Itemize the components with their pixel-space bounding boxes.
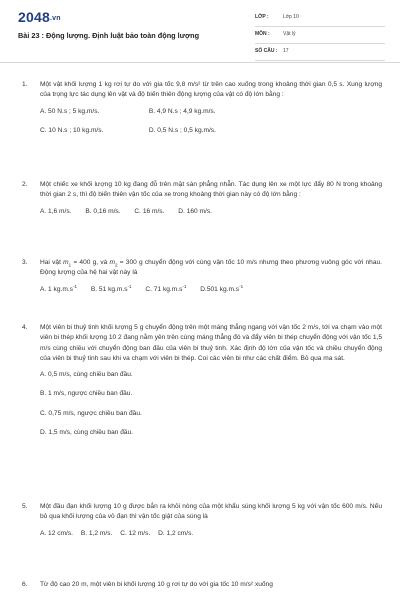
option-b[interactable]: B. 1 m/s, ngược chiều ban đầu. — [40, 390, 133, 398]
question-text: Hai vật $m_1 = 400$ g, và $m_2 = 300$ g chuyển động với cùng vận tốc 10 m/s nhưng theo phương vuông góc với nhau. Động lượng của hệ hai vật này là — [40, 259, 382, 277]
option-d[interactable]: D. 1,5 m/s, cùng chiều ban đầu. — [40, 429, 134, 437]
answer-options — [40, 285, 382, 295]
question-4 — [22, 323, 382, 447]
count-label: SỐ CÂU : — [255, 48, 278, 54]
subject-value: Vật lý — [283, 31, 296, 37]
option-d[interactable]: D.501 $kg.m.s^{-1}$ — [200, 283, 244, 293]
question-number: 1. — [22, 81, 28, 88]
site-logo[interactable]: 2048.vn — [18, 9, 61, 25]
question-6 — [22, 580, 382, 590]
option-c[interactable]: C. 0,75 m/s, ngược chiều ban đầu. — [40, 409, 142, 417]
subject-label: MÔN : — [255, 31, 270, 37]
question-number: 4. — [22, 324, 28, 331]
count-value: 17 — [283, 48, 289, 54]
answer-options — [40, 529, 382, 539]
option-d[interactable]: D. 160 m/s. — [178, 207, 212, 215]
question-number: 2. — [22, 181, 28, 188]
option-a[interactable]: A. 1 $kg.m.s^{-1}$ — [40, 283, 77, 293]
question-number: 5. — [22, 503, 28, 510]
option-c[interactable]: C. 12 m/s. — [120, 529, 151, 537]
meta-class — [255, 12, 385, 27]
class-label: LỚP : — [255, 14, 269, 20]
question-text: Từ độ cao 20 m, một viên bi khối lượng 10 g rơi tự do với gia tốc 10 m/s² xuống — [40, 581, 273, 588]
option-c[interactable]: C. 71 $kg.m.s^{-1}$ — [145, 283, 187, 293]
option-a[interactable]: A. 0,5 m/s, cùng chiều ban đầu. — [40, 371, 133, 379]
class-value: Lớp 10 — [283, 14, 299, 20]
page-header — [0, 0, 400, 63]
question-text: Một chiếc xe khối lượng 10 kg đang đỗ trên mặt sàn phẳng nhẵn. Tác dụng lên xe một lực đẩy 80 N trong khoảng thời gian 2 s, thì độ biến thiên vận tốc của xe trong khoảng thời gian này có độ lớn bằng : — [40, 181, 382, 199]
option-d[interactable]: D. 0,5 N.s ; 0,5 kg.m/s. — [148, 126, 216, 134]
option-a[interactable]: A. 1,6 m/s. — [40, 207, 72, 215]
question-3 — [22, 258, 382, 295]
option-c[interactable]: C. 10 N.s ; 10 kg.m/s. — [40, 126, 104, 134]
option-b[interactable]: B. 4,9 N.s ; 4,9 kg.m/s. — [148, 107, 216, 115]
question-text: Một đầu đạn khối lượng 10 g được bắn ra khỏi nòng của một khẩu súng khối lượng 5 kg với vận tốc 600 m/s. Nếu bỏ qua khối lượng của vỏ đạn thì vận tốc giật của súng là — [40, 503, 382, 521]
option-b[interactable]: B. 1,2 m/s. — [80, 529, 113, 537]
question-text: Một vật khối lượng 1 kg rơi tự do với gia tốc 9,8 m/s² từ trên cao xuống trong khoảng thời gian 0,5 s. Xung lượng của trọng lực tác dụng lên vật và độ biến thiên động lượng của vật có độ lớn bằng : — [40, 81, 382, 99]
option-a[interactable]: A. 50 N.s ; 5 kg.m/s. — [40, 107, 100, 115]
question-text: Một viên bi thuỷ tinh khối lượng 5 g chuyển động trên một máng thẳng ngang với vận tốc 2 m/s, tới va chạm vào một viên bi thép khối lượng 10 2 đang nằm yên trên cùng máng thẳng đó và đẩy viên bi thép chuyển động với vận tốc 1,5 m/s cùng chiều với chuyển động ban đầu của viên bi thuỷ tinh. Xác định độ lớn của vận tốc và chiều chuyển động của viên bi thuỷ tinh sau khi va chạm với viên bi thép. Coi các viên bi như các chất điểm. Bỏ qua ma sát. — [40, 324, 382, 362]
option-d[interactable]: D. 1,2 cm/s. — [158, 529, 194, 537]
question-number: 6. — [22, 581, 28, 588]
meta-count — [255, 46, 385, 61]
question-5 — [22, 502, 382, 539]
option-a[interactable]: A. 12 cm/s. — [40, 529, 73, 537]
page-title: Bài 23 : Động lượng. Định luật bảo toàn động lượng — [18, 31, 200, 40]
question-number: 3. — [22, 259, 28, 266]
question-2 — [22, 180, 382, 217]
option-b[interactable]: B. 51 $kg.m.s^{-1}$ — [90, 283, 132, 293]
option-c[interactable]: C. 16 m/s. — [134, 207, 165, 215]
answer-options — [40, 207, 382, 217]
question-1 — [22, 80, 382, 145]
meta-panel — [255, 12, 385, 63]
option-b[interactable]: B. 0,16 m/s. — [85, 207, 121, 215]
answer-options — [40, 107, 382, 137]
answer-options — [40, 370, 382, 438]
meta-subject — [255, 29, 385, 44]
